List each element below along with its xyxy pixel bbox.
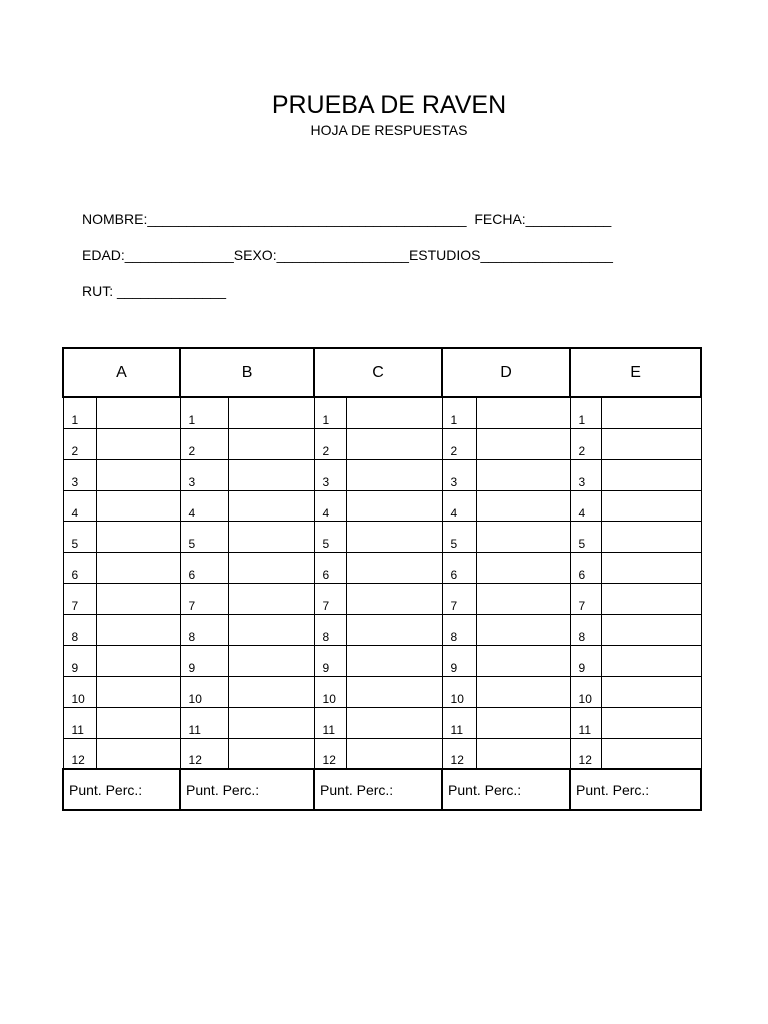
answer-cell-d-1[interactable]: [476, 397, 570, 428]
answer-cell-a-12[interactable]: [96, 738, 180, 769]
answer-cell-c-5[interactable]: [346, 521, 442, 552]
item-number-e-8: 8: [570, 614, 601, 645]
answer-cell-b-2[interactable]: [228, 428, 314, 459]
item-number-a-5: 5: [63, 521, 96, 552]
answer-cell-a-8[interactable]: [96, 614, 180, 645]
rut-line[interactable]: RUT: ______________: [82, 283, 227, 299]
item-number-e-12: 12: [570, 738, 601, 769]
item-number-a-11: 11: [63, 707, 96, 738]
item-number-d-5: 5: [442, 521, 476, 552]
item-number-d-4: 4: [442, 490, 476, 521]
column-header-d: D: [442, 348, 570, 397]
answer-cell-c-4[interactable]: [346, 490, 442, 521]
item-number-b-3: 3: [180, 459, 228, 490]
item-number-c-11: 11: [314, 707, 346, 738]
item-number-d-3: 3: [442, 459, 476, 490]
item-number-c-9: 9: [314, 645, 346, 676]
table-row: [63, 738, 701, 769]
answer-cell-c-1[interactable]: [346, 397, 442, 428]
item-number-e-2: 2: [570, 428, 601, 459]
answer-cell-e-7[interactable]: [601, 583, 701, 614]
page-title: PRUEBA DE RAVEN: [271, 91, 507, 119]
answer-cell-d-11[interactable]: [476, 707, 570, 738]
item-number-b-1: 1: [180, 397, 228, 428]
item-number-c-5: 5: [314, 521, 346, 552]
item-number-c-7: 7: [314, 583, 346, 614]
answer-cell-b-9[interactable]: [228, 645, 314, 676]
answer-cell-c-2[interactable]: [346, 428, 442, 459]
score-cell-c[interactable]: Punt. Perc.:: [314, 769, 442, 810]
item-number-b-9: 9: [180, 645, 228, 676]
item-number-a-4: 4: [63, 490, 96, 521]
table-row: [63, 397, 701, 428]
item-number-e-7: 7: [570, 583, 601, 614]
table-row: [63, 428, 701, 459]
item-number-d-1: 1: [442, 397, 476, 428]
answer-cell-c-7[interactable]: [346, 583, 442, 614]
item-number-b-5: 5: [180, 521, 228, 552]
item-number-b-10: 10: [180, 676, 228, 707]
item-number-c-12: 12: [314, 738, 346, 769]
score-cell-e[interactable]: Punt. Perc.:: [570, 769, 701, 810]
item-number-a-1: 1: [63, 397, 96, 428]
item-number-c-8: 8: [314, 614, 346, 645]
answer-cell-e-1[interactable]: [601, 397, 701, 428]
answer-cell-e-5[interactable]: [601, 521, 701, 552]
column-header-a: A: [63, 348, 180, 397]
answer-cell-b-6[interactable]: [228, 552, 314, 583]
answer-cell-b-3[interactable]: [228, 459, 314, 490]
answer-cell-a-1[interactable]: [96, 397, 180, 428]
column-header-c: C: [314, 348, 442, 397]
answer-cell-e-2[interactable]: [601, 428, 701, 459]
answer-cell-e-6[interactable]: [601, 552, 701, 583]
item-number-e-3: 3: [570, 459, 601, 490]
item-number-a-10: 10: [63, 676, 96, 707]
answer-cell-c-3[interactable]: [346, 459, 442, 490]
score-cell-b[interactable]: Punt. Perc.:: [180, 769, 314, 810]
column-header-e: E: [570, 348, 701, 397]
answer-cell-c-8[interactable]: [346, 614, 442, 645]
item-number-d-9: 9: [442, 645, 476, 676]
answer-cell-a-3[interactable]: [96, 459, 180, 490]
answer-cell-e-10[interactable]: [601, 676, 701, 707]
answer-cell-c-9[interactable]: [346, 645, 442, 676]
answer-cell-a-6[interactable]: [96, 552, 180, 583]
answer-cell-d-5[interactable]: [476, 521, 570, 552]
table-row: [63, 459, 701, 490]
answer-cell-d-4[interactable]: [476, 490, 570, 521]
answer-cell-a-5[interactable]: [96, 521, 180, 552]
answer-cell-b-10[interactable]: [228, 676, 314, 707]
item-number-b-6: 6: [180, 552, 228, 583]
item-number-c-6: 6: [314, 552, 346, 583]
item-number-e-1: 1: [570, 397, 601, 428]
answer-cell-a-2[interactable]: [96, 428, 180, 459]
column-header-b: B: [180, 348, 314, 397]
table-row: [63, 583, 701, 614]
answer-cell-d-12[interactable]: [476, 738, 570, 769]
nombre-fecha-line[interactable]: NOMBRE:_________________________________________ FECHA:___________: [82, 211, 612, 227]
score-row: [63, 769, 701, 810]
item-number-a-9: 9: [63, 645, 96, 676]
table-row: [63, 707, 701, 738]
answer-table: [62, 347, 702, 811]
answer-cell-e-11[interactable]: [601, 707, 701, 738]
answer-cell-d-2[interactable]: [476, 428, 570, 459]
table-header-row: [63, 348, 701, 397]
table-row: [63, 552, 701, 583]
item-number-e-5: 5: [570, 521, 601, 552]
item-number-c-10: 10: [314, 676, 346, 707]
item-number-a-12: 12: [63, 738, 96, 769]
answer-cell-d-8[interactable]: [476, 614, 570, 645]
item-number-e-9: 9: [570, 645, 601, 676]
item-number-a-6: 6: [63, 552, 96, 583]
item-number-a-2: 2: [63, 428, 96, 459]
table-row: [63, 521, 701, 552]
table-row: [63, 645, 701, 676]
answer-cell-b-7[interactable]: [228, 583, 314, 614]
answer-cell-b-4[interactable]: [228, 490, 314, 521]
item-number-b-11: 11: [180, 707, 228, 738]
answer-cell-b-5[interactable]: [228, 521, 314, 552]
answer-cell-d-6[interactable]: [476, 552, 570, 583]
item-number-e-11: 11: [570, 707, 601, 738]
answer-cell-c-6[interactable]: [346, 552, 442, 583]
answer-cell-e-8[interactable]: [601, 614, 701, 645]
item-number-c-4: 4: [314, 490, 346, 521]
item-number-d-2: 2: [442, 428, 476, 459]
item-number-b-4: 4: [180, 490, 228, 521]
answer-cell-e-3[interactable]: [601, 459, 701, 490]
answer-cell-b-11[interactable]: [228, 707, 314, 738]
item-number-c-3: 3: [314, 459, 346, 490]
item-number-d-8: 8: [442, 614, 476, 645]
answer-cell-d-10[interactable]: [476, 676, 570, 707]
answer-cell-d-9[interactable]: [476, 645, 570, 676]
answer-cell-d-7[interactable]: [476, 583, 570, 614]
item-number-e-4: 4: [570, 490, 601, 521]
answer-cell-b-1[interactable]: [228, 397, 314, 428]
answer-cell-c-10[interactable]: [346, 676, 442, 707]
item-number-d-6: 6: [442, 552, 476, 583]
answer-cell-e-12[interactable]: [601, 738, 701, 769]
answer-cell-a-4[interactable]: [96, 490, 180, 521]
item-number-d-7: 7: [442, 583, 476, 614]
item-number-b-8: 8: [180, 614, 228, 645]
item-number-d-12: 12: [442, 738, 476, 769]
item-number-a-3: 3: [63, 459, 96, 490]
edad-sexo-estudios-line[interactable]: EDAD:______________SEXO:_________________ESTUDIOS_________________: [82, 247, 613, 263]
item-number-b-2: 2: [180, 428, 228, 459]
item-number-c-1: 1: [314, 397, 346, 428]
table-row: [63, 614, 701, 645]
item-number-e-6: 6: [570, 552, 601, 583]
score-cell-a[interactable]: Punt. Perc.:: [63, 769, 180, 810]
item-number-d-10: 10: [442, 676, 476, 707]
score-cell-d[interactable]: Punt. Perc.:: [442, 769, 570, 810]
answer-cell-c-12[interactable]: [346, 738, 442, 769]
item-number-e-10: 10: [570, 676, 601, 707]
answer-cell-a-7[interactable]: [96, 583, 180, 614]
table-row: [63, 676, 701, 707]
item-number-d-11: 11: [442, 707, 476, 738]
answer-cell-a-11[interactable]: [96, 707, 180, 738]
answer-cell-a-10[interactable]: [96, 676, 180, 707]
table-row: [63, 490, 701, 521]
item-number-b-12: 12: [180, 738, 228, 769]
answer-cell-d-3[interactable]: [476, 459, 570, 490]
answer-cell-c-11[interactable]: [346, 707, 442, 738]
answer-cell-b-12[interactable]: [228, 738, 314, 769]
answer-cell-b-8[interactable]: [228, 614, 314, 645]
page-subtitle: HOJA DE RESPUESTAS: [310, 122, 468, 138]
item-number-b-7: 7: [180, 583, 228, 614]
answer-cell-a-9[interactable]: [96, 645, 180, 676]
answer-cell-e-4[interactable]: [601, 490, 701, 521]
item-number-a-7: 7: [63, 583, 96, 614]
answer-cell-e-9[interactable]: [601, 645, 701, 676]
item-number-c-2: 2: [314, 428, 346, 459]
item-number-a-8: 8: [63, 614, 96, 645]
